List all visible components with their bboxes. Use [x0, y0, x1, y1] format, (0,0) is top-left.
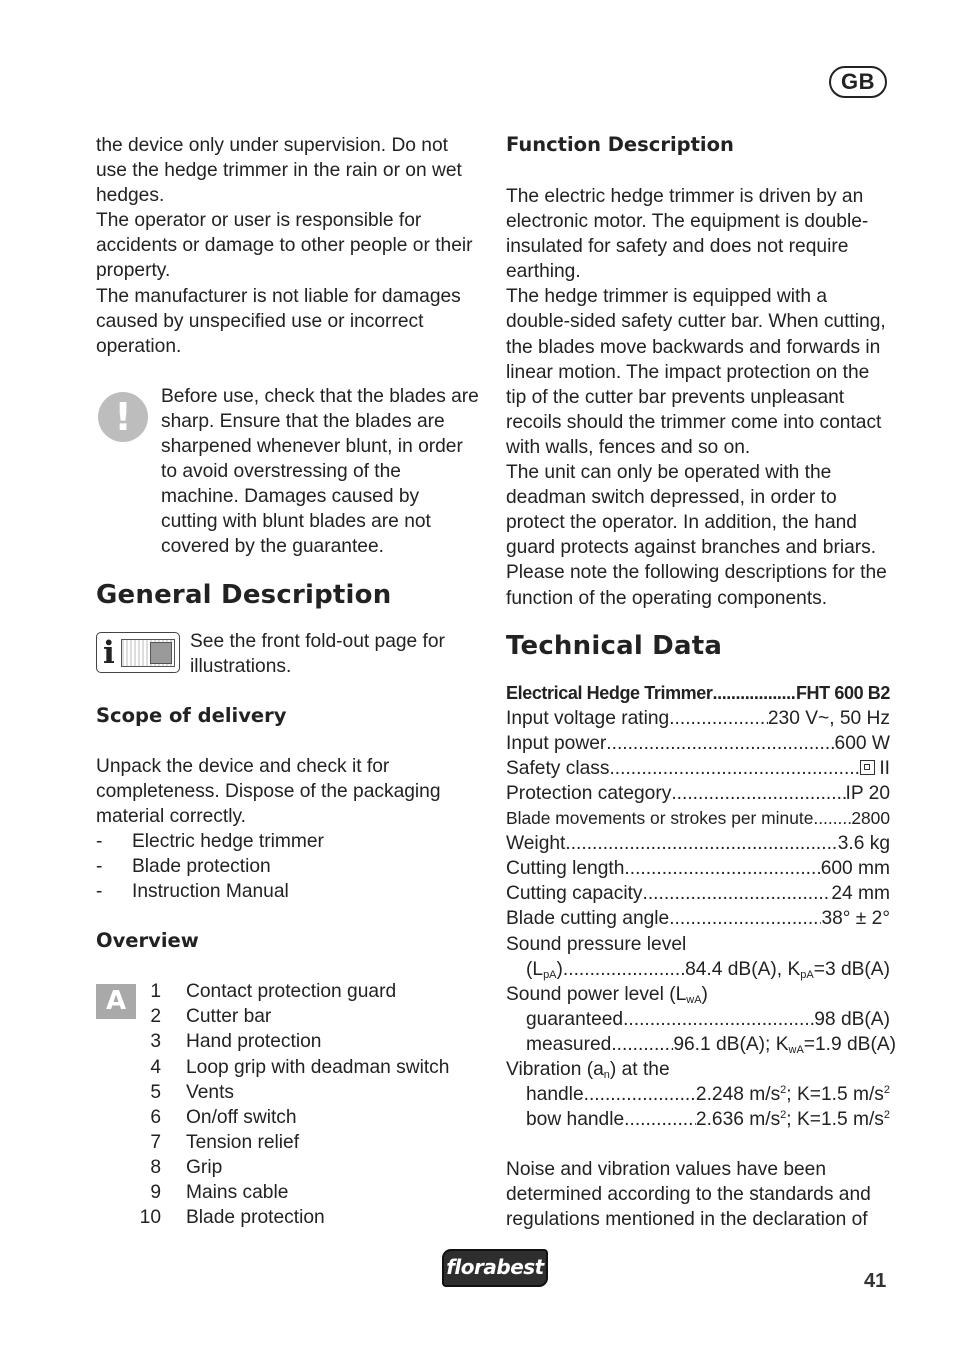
function-paragraph-1: The electric hedge trimmer is driven by an electronic motor. The equipment is double-insulated for safety and does not require earthing. [506, 186, 869, 283]
spec-row-weight: Weight ..... 3.6 kg [506, 831, 890, 856]
overview-item: 4 Loop grip with deadman switch [150, 1056, 450, 1078]
overview-heading: Overview [96, 929, 199, 953]
overview-item: 5 Vents [150, 1081, 235, 1103]
intro-paragraph-2: The operator or user is responsible for accidents or damage to other people or their property. [96, 210, 473, 282]
double-insulation-icon [860, 760, 875, 775]
function-paragraph-3: The unit can only be operated with the deadman switch depressed, in order to protect the operator. In addition, the hand guard protects against branches and briars. [506, 462, 877, 559]
overview-item: 8 Grip [150, 1156, 223, 1178]
spec-row-protection: Protection category ..... IP 20 [506, 781, 890, 806]
right-column [506, 133, 897, 1233]
page-number: 41 [864, 1270, 887, 1292]
info-book-icon [96, 632, 180, 673]
info-icon-letter: i [103, 634, 115, 671]
florabest-logo: florabest [442, 1249, 548, 1287]
overview-item: 7 Tension relief [150, 1131, 300, 1153]
overview-block [96, 979, 480, 1230]
left-column [96, 133, 480, 1230]
spec-row-strokes: Blade movements or strokes per minute ..... 2800 [506, 806, 890, 831]
overview-item: 10 Blade protection [139, 1207, 325, 1229]
spec-row-sound-power: Sound power level $(L_{wA})$ [506, 983, 708, 1006]
general-description-heading: General Description [96, 579, 392, 610]
spec-row-input-voltage: Input voltage rating ..... 230 V~, 50 Hz [506, 706, 890, 731]
warning-text: Before use, check that the blades are sharp. Ensure that the blades are sharpened whenever blunt, in order to avoid overstressing of the machine. Damages caused by cutting with blunt blades are not covered by the guarantee. [161, 385, 479, 558]
closing-paragraph: Noise and vibration values have been determined according to the standards and regulations mentioned in the declaration of [506, 1159, 871, 1231]
spec-row-safety-class: Safety class ..... II [506, 756, 890, 781]
spec-row-guaranteed: guaranteed ..... 98 dB(A) [506, 1007, 890, 1032]
spec-row-bow-handle: bow handle ..... 2.636 $m/s^2$; K=1.5 $m/s^2$ [506, 1107, 890, 1132]
function-description-heading: Function Description [506, 133, 734, 156]
technical-data-table [506, 681, 897, 1133]
exclamation-icon: ! [98, 392, 148, 442]
overview-item: 1 Contact protection guard [150, 981, 397, 1003]
list-item: - Blade protection [96, 854, 480, 879]
scope-text: Unpack the device and check it for completeness. Dispose of the packaging material correctly. [96, 755, 441, 827]
overview-item: 3 Hand protection [150, 1031, 322, 1053]
function-paragraph-2: The hedge trimmer is equipped with a double-sided safety cutter bar. When cutting, the blades move backwards and forwards in linear motion. The impact protection on the tip of the cutter bar prevents unpleasant recoils should the trimmer come into contact with walls, fences and so on. [506, 286, 886, 458]
spec-row-sound-pressure: Sound pressure level [506, 933, 687, 955]
spec-row-cutting-capacity: Cutting capacity ..... 24 mm [506, 881, 890, 906]
spec-row-vibration: Vibration $(a_n)$ at the [506, 1059, 670, 1081]
overview-item: 2 Cutter bar [150, 1006, 272, 1028]
spec-row-measured: measured ..... 96.1 dB(A); $K_{wA}=1.9$ dB(A) [506, 1032, 890, 1057]
intro-paragraph-3: The manufacturer is not liable for damages caused by unspecified use or incorrect operation. [96, 285, 461, 357]
spec-row-product: Electrical Hedge Trimmer ..... FHT 600 B2 [506, 681, 890, 706]
warning-note [96, 384, 480, 560]
spec-row-handle: handle ..... 2.248 $m/s^2$; K=1.5 $m/s^2$ [506, 1082, 890, 1107]
overview-list [96, 979, 480, 1230]
intro-paragraph-1: the device only under supervision. Do not use the hedge trimmer in the rain or on wet hedges. [96, 135, 462, 207]
list-item: - Instruction Manual [96, 879, 480, 904]
delivery-list [96, 829, 480, 904]
overview-item: 9 Mains cable [150, 1182, 289, 1203]
fold-out-page-icon [121, 639, 175, 667]
spec-row-blade-angle: Blade cutting angle ..... 38° ± 2° [506, 906, 890, 931]
language-badge: GB [829, 66, 887, 98]
technical-data-heading: Technical Data [506, 630, 723, 661]
overview-item: 6 On/off switch [150, 1106, 297, 1128]
spec-row-cutting-length: Cutting length ..... 600 mm [506, 856, 890, 881]
function-paragraph-4: Please note the following descriptions for the function of the operating components. [506, 562, 887, 609]
list-item: - Electric hedge trimmer [96, 829, 480, 854]
info-text: See the front fold-out page for illustrations. [190, 630, 445, 677]
spec-row-lpa: $(L_{pA})$ ..... 84.4 dB(A), $K_{pA}=3$ dB(A) [506, 957, 890, 982]
spec-row-input-power: Input power ..... 600 W [506, 731, 890, 756]
info-note [96, 629, 480, 679]
figure-label-a: A [96, 984, 136, 1019]
scope-of-delivery-heading: Scope of delivery [96, 703, 287, 727]
